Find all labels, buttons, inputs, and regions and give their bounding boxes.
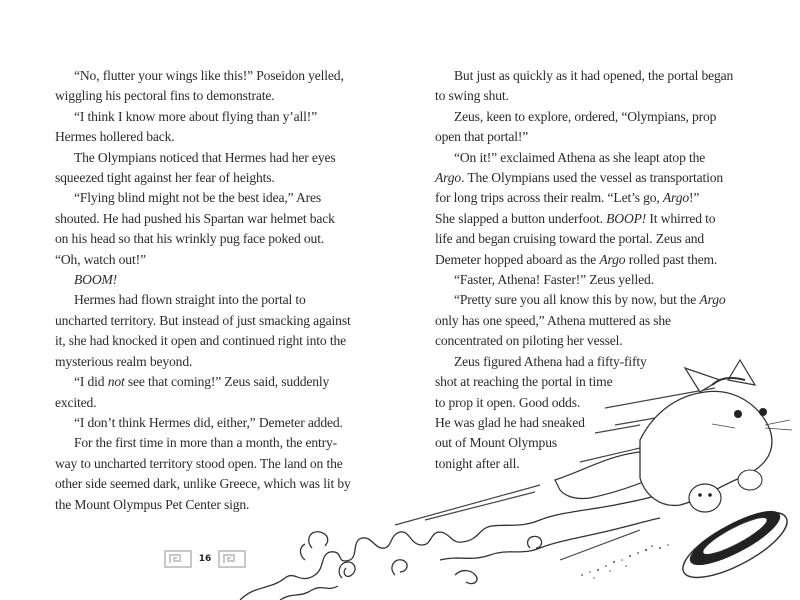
text-line: squeezed tight against her fear of heights. <box>55 170 275 186</box>
paragraph <box>435 148 755 270</box>
text-line: shouted. He had pushed his Spartan war helmet back <box>55 210 335 226</box>
page-number: 16 <box>198 554 212 564</box>
text-line: only has one speed,” Athena muttered as she <box>435 312 671 328</box>
page-folio <box>164 550 246 568</box>
text-line: Hermes hollered back. <box>55 129 175 145</box>
text-line: mysterious realm beyond. <box>55 353 193 369</box>
text-line: Hermes had flown straight into the portal to <box>74 292 306 308</box>
text-line: wiggling his pectoral fins to demonstrate. <box>55 88 275 104</box>
text-line: “Oh, watch out!” <box>55 251 146 267</box>
paragraph <box>435 290 755 351</box>
paragraph <box>435 107 755 148</box>
text-line: life and began cruising toward the portal. Zeus and <box>435 231 705 247</box>
paragraph <box>55 290 360 372</box>
text-line: The Olympians noticed that Hermes had her eyes <box>74 149 336 165</box>
text-line: “Pretty sure you all know this by now, but the Argo <box>454 292 726 308</box>
paragraph <box>55 433 360 515</box>
text-line: excited. <box>55 394 97 410</box>
text-line: “On it!” exclaimed Athena as she leapt atop the <box>454 149 706 165</box>
paragraph <box>55 270 360 290</box>
sound-effect-text: BOOM! <box>74 272 118 288</box>
greek-key-ornament-icon <box>164 550 192 568</box>
paragraph <box>55 148 360 189</box>
text-line: uncharted territory. But instead of just smacking against <box>55 312 351 328</box>
text-segment: see that coming!” Zeus said, suddenly <box>124 374 330 390</box>
text-line: to prop it open. Good odds. <box>435 394 581 410</box>
text-line: But just as quickly as it had opened, the portal began <box>454 68 734 83</box>
right-page <box>400 0 800 600</box>
text-line: “I think I know more about flying than y’all!” <box>74 108 318 124</box>
text-line: For the first time in more than a month, the entry- <box>74 435 338 451</box>
paragraph <box>55 413 360 433</box>
left-page-text <box>55 66 360 515</box>
text-line: shot at reaching the portal in time <box>435 374 613 390</box>
text-line: for long trips across their realm. “Let’s go, Argo!” <box>435 190 700 206</box>
text-line: it, she had knocked it open and continued right into the <box>55 333 346 349</box>
text-line: Argo. The Olympians used the vessel as transportation <box>435 170 724 186</box>
text-line: concentrated on piloting her vessel. <box>435 333 623 349</box>
text-line: “Flying blind might not be the best idea,” Ares <box>74 190 322 206</box>
right-page-text <box>435 66 755 474</box>
text-segment: “I did <box>74 374 108 390</box>
text-line: tonight after all. <box>435 455 520 471</box>
text-line <box>55 372 360 392</box>
text-line: “Faster, Athena! Faster!” Zeus yelled. <box>454 272 654 288</box>
paragraph <box>435 66 755 107</box>
paragraph <box>55 107 360 148</box>
text-line: Demeter hopped aboard as the Argo rolled past them. <box>435 251 718 267</box>
paragraph <box>55 188 360 270</box>
text-line: to swing shut. <box>435 88 509 104</box>
text-line: Zeus, keen to explore, ordered, “Olympians, prop <box>454 108 717 124</box>
text-line: on his head so that his wrinkly pug face poked out. <box>55 231 325 247</box>
text-line: “I don’t think Hermes did, either,” Demeter added. <box>74 414 343 430</box>
text-line: out of Mount Olympus <box>435 435 557 451</box>
text-line: “No, flutter your wings like this!” Poseidon yelled, <box>74 68 344 83</box>
text-line: other side seemed dark, unlike Greece, which was lit by <box>55 476 351 492</box>
text-line: She slapped a button underfoot. BOOP! It whirred to <box>435 210 716 226</box>
text-line: open that portal!” <box>435 129 529 145</box>
text-line: the Mount Olympus Pet Center sign. <box>55 496 250 512</box>
paragraph <box>435 270 755 290</box>
greek-key-ornament-icon <box>218 550 246 568</box>
text-line: He was glad he had sneaked <box>435 414 585 430</box>
emphasis-text: not <box>107 374 125 390</box>
text-line: way to uncharted territory stood open. The land on the <box>55 455 343 471</box>
paragraph <box>435 352 755 474</box>
paragraph <box>55 66 360 107</box>
text-line: Zeus figured Athena had a fifty-fifty <box>454 353 647 369</box>
paragraph <box>55 372 360 413</box>
